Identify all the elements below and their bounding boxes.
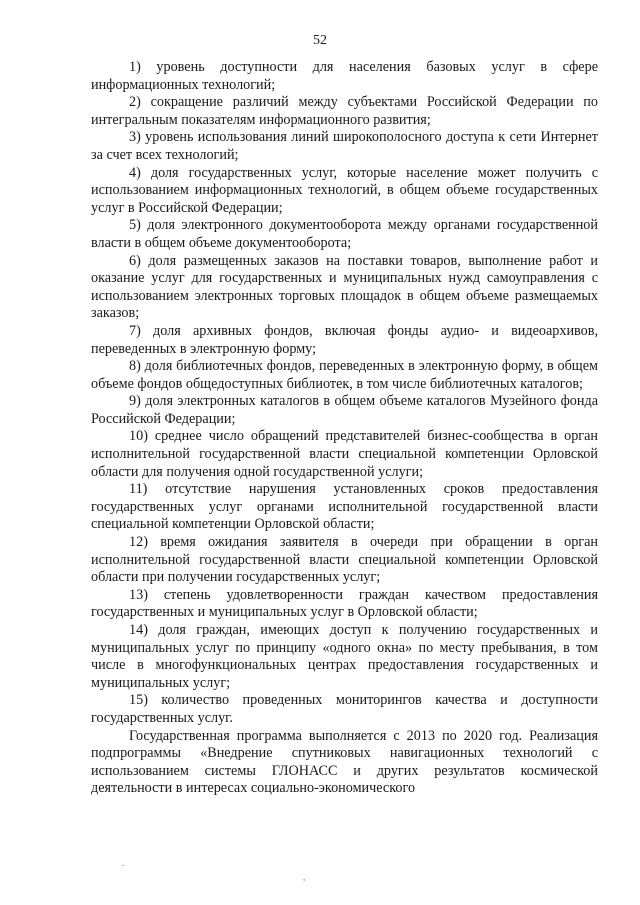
- indicator-item-3: 3) уровень использования линий широкополосного доступа к сети Интернет за счет всех технологий;: [91, 129, 598, 163]
- indicator-item-6: 6) доля размещенных заказов на поставки товаров, выполнение работ и оказание услуг для государственных и муниципальных нужд самоуправления с использованием электронных торговых площадок в общем объеме размещаемых заказов;: [91, 252, 598, 322]
- indicator-item-8: 8) доля библиотечных фондов, переведенных в электронную форму, в общем объеме фондов общедоступных библиотек, в том числе библиотечных каталогов;: [91, 358, 598, 392]
- indicator-item-10: 10) среднее число обращений представителей бизнес-сообщества в орган исполнительной государственной власти специальной компетенции Орловской области для получения одной государственной услуги;: [91, 428, 598, 480]
- page-number: 52: [313, 33, 327, 48]
- indicator-item-14: 14) доля граждан, имеющих доступ к получению государственных и муниципальных услуг по принципу «одного окна» по месту пребывания, в том числе в многофункциональных центрах предоставления государственных и муниципальных услуг;: [91, 622, 598, 691]
- indicator-item-15: 15) количество проведенных мониторингов качества и доступности государственных услуг.: [91, 692, 598, 726]
- indicator-item-13: 13) степень удовлетворенности граждан качеством предоставления государственных и муниципальных услуг в Орловской области;: [91, 586, 598, 621]
- program-period-paragraph: Государственная программа выполняется с 2013 по 2020 год. Реализация подпрограммы «Внедрение спутниковых навигационных технологий с использованием системы ГЛОНАСС и других результатов космической деятельности в интересах социально-экономического: [91, 727, 598, 797]
- scan-artifact-mark: ,: [303, 872, 306, 882]
- indicator-item-9: 9) доля электронных каталогов в общем объеме каталогов Музейного фонда Российской Федерации;: [91, 393, 598, 427]
- indicator-item-12: 12) время ожидания заявителя в очереди при обращении в орган исполнительной государственной власти специальной компетенции Орловской области при получении государственных услуг;: [91, 534, 598, 586]
- indicator-item-1: 1) уровень доступности для населения базовых услуг в сфере информационных технологий;: [91, 59, 598, 93]
- indicator-item-11: 11) отсутствие нарушения установленных сроков предоставления государственных услуг органами исполнительной государственной власти специальной компетенции Орловской области;: [91, 481, 598, 533]
- indicator-item-5: 5) доля электронного документооборота между органами государственной власти в общем объеме документооборота;: [91, 217, 598, 251]
- document-body: [91, 59, 598, 798]
- indicator-item-7: 7) доля архивных фондов, включая фонды аудио- и видеоархивов, переведенных в электронную форму;: [91, 322, 598, 357]
- indicator-item-4: 4) доля государственных услуг, которые население может получить с использованием информационных технологий, в общем объеме государственных услуг в Российской Федерации;: [91, 164, 598, 216]
- scan-artifact-mark: .: [122, 858, 125, 868]
- indicator-item-2: 2) сокращение различий между субъектами Российской Федерации по интегральным показателям информационного развития;: [91, 94, 598, 128]
